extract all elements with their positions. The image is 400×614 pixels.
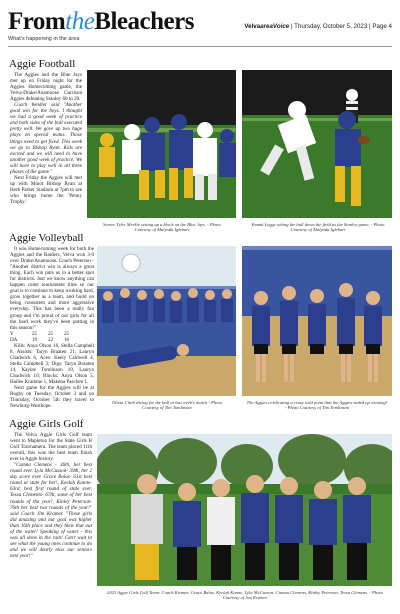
page-number: Page 4 (372, 23, 392, 30)
masthead-title-from: From (8, 8, 66, 35)
masthead-title-bleachers: Bleachers (94, 8, 194, 35)
golf-paragraph: "Camna Clemens - 36th, her best round ever. Lyla McCusson- 39th, her 2 day score ever. Grace Balas- 61st best round at state for her!, Keelah Kanne- 63rd, best first round of state ever, Tessa Clements- 67th, some of her best rounds of the year!, Kinley Peterson- 76th her best two rounds of the year!" said Coach Jim Kramer. "These girls did amazing and our goal was higher than 16th place and they blew that out of the water! Speaking of water - this was all done in the rain! Can't wait to see what the young ones continue to do and we will dearly miss our seniors next year!" (10, 462, 92, 559)
masthead-divider (8, 46, 392, 47)
football-photo-1 (87, 70, 236, 218)
masthead-tagline: What's happening in the area (8, 36, 80, 42)
football-paragraph: Next Friday the Aggies will met up with Minot Bishop Ryan at Herb Parker Stadium at 7pm to see who brings home the 'Penny Trophy.' (10, 174, 82, 205)
masthead-info: VelvaareaVoice | Thursday, October 5, 2023 | Page 4 (244, 23, 392, 30)
volleyball-photo-2 (242, 246, 392, 396)
golf-caption: 2023 Aggie Girls Golf Team: Coach Kramer, Grace Balas, Keelah Kanne, Lyla McCusson, Cianna Clemens, Kinley Peterson, Tessa Clemens. - Photo Courtesy of Jim Kramer (107, 590, 383, 601)
golf-team-photo (97, 434, 392, 586)
volleyball-article (10, 246, 94, 409)
golf-section-title: Aggie Girls Golf (9, 418, 84, 430)
masthead-title-the: the (65, 8, 95, 35)
volleyball-caption-2: The Aggies celebrating a crazy wild point that the Aggies ended up winning! - Photo Courtesy of Tim Tomlinson (246, 400, 388, 411)
masthead (8, 6, 392, 46)
volleyball-paragraph: Next game for the Aggies will be at Rugby on Tuesday, October 3 and on Thursday, October 5th they travel to Newburg-Westhope. (10, 385, 94, 410)
issue-date: Thursday, October 5, 2023 (294, 23, 368, 30)
football-caption-2: Emmit Legge taking the ball down the field as the Stanley game. - Photo Courtesy of Malynda Iglehart (251, 222, 385, 233)
paper-name: VelvaareaVoice (244, 23, 290, 30)
volleyball-paragraph: Kills: Anya Olson 16, Stella Campbell 8, Assists: Taryn Braaten 21, Lauryn Chadwick 6, Aces: Keely Caldwell 4, Stella Campbell 3; Digs: Taryn Braaten 14, Kaylee Tomlinson 10, Lauryn Chadwick 10; Blocks: Anya Olson 5, Hailee Kramme 1, Makena Paschen 1. (10, 342, 94, 386)
score-row: DA 19 22 16 (10, 336, 70, 343)
football-photo-2 (242, 70, 392, 218)
football-paragraph: Coach Weidler said "Another good win for the boys. I thought we had a good week of practice and both sides of the ball executed pretty well. We gave up two huge plays on special teams. Those things need to get fixed. This week we go to Bishop Ryan. Kids are excited and we will need to have another good week of practice. We will have to play well in all three phases of the game." (10, 102, 82, 175)
masthead-title (8, 8, 194, 36)
football-caption-1: Senior Tyler Merkle setting up a block on the Blue Jays. - Photo Courtesy of Malynda Iglehart (103, 222, 221, 233)
golf-paragraph: The Velva Aggie Girls Golf team went to Mapleton for the State Girls B Golf Tournament. The team placed 11th overall, this was the best team finish ever in Aggie history. (10, 432, 92, 463)
golf-article (10, 432, 92, 559)
volleyball-score-table (10, 331, 94, 343)
football-section-title: Aggie Football (9, 58, 76, 70)
volleyball-paragraph: It was Homecoming week for both the Aggies and the Raiders, Velva won 3-0 over Drake/Anamoose. Coach Peterson - "Another district win is always a great thing. Each win puts us in a better spot for districts. Just we know anything can happen come tournament time so our goal is to continue to keep working hard, grow together as a team, and build on being consistent and more aggressive everyday. This has been a really fun group and I'm proud of our girls for all the hard work they've been putting in this season!" (10, 246, 94, 331)
football-article (10, 72, 82, 205)
volleyball-section-title: Aggie Volleyball (9, 232, 84, 244)
volleyball-caption-1: Olivia Clark diving for the ball at last week's match - Photo Courtesy of Tim Tomlinson (111, 400, 223, 411)
volleyball-photo-1 (97, 246, 236, 396)
score-row: V 25 25 25 (10, 330, 70, 337)
football-paragraph: The Aggies and the Blue Jays met up on Friday night for the Aggies Homecoming game, the Velva-Drake/Anamoose Garrison Aggies defeating Stanley 60 to 20. (10, 72, 82, 103)
